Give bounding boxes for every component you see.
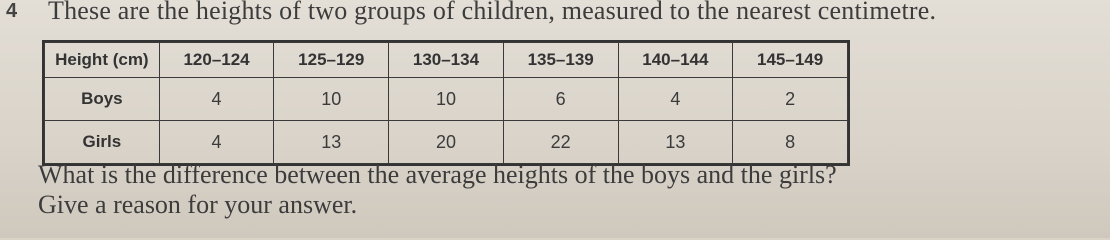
table-cell: 8 bbox=[733, 121, 848, 164]
row-label: Boys bbox=[45, 78, 160, 121]
table-cell: 2 bbox=[733, 78, 848, 121]
column-header: 140–144 bbox=[618, 43, 733, 78]
table-cell: 20 bbox=[389, 121, 504, 164]
row-label: Girls bbox=[45, 121, 160, 164]
table-cell: 4 bbox=[159, 121, 274, 164]
question-number: 4 bbox=[6, 0, 18, 22]
heights-table bbox=[44, 42, 848, 164]
table-header-row bbox=[45, 43, 848, 78]
table-row-girls bbox=[45, 121, 848, 164]
table-cell: 6 bbox=[503, 78, 618, 121]
heights-table-frame bbox=[42, 40, 850, 166]
column-header: 125–129 bbox=[274, 43, 389, 78]
table-cell: 4 bbox=[618, 78, 733, 121]
header-label: Height (cm) bbox=[45, 43, 160, 78]
table-row-boys bbox=[45, 78, 848, 121]
table-cell: 13 bbox=[618, 121, 733, 164]
column-header: 145–149 bbox=[733, 43, 848, 78]
table-cell: 10 bbox=[389, 78, 504, 121]
column-header: 130–134 bbox=[389, 43, 504, 78]
table-cell: 10 bbox=[274, 78, 389, 121]
table-cell: 4 bbox=[159, 78, 274, 121]
column-header: 135–139 bbox=[503, 43, 618, 78]
table-cell: 22 bbox=[503, 121, 618, 164]
question-prompt-line1: What is the difference between the average heights of the boys and the girls? bbox=[38, 160, 837, 189]
question-intro: These are the heights of two groups of children, measured to the nearest centimetre. bbox=[48, 0, 937, 25]
column-header: 120–124 bbox=[159, 43, 274, 78]
question-prompt-line2: Give a reason for your answer. bbox=[38, 190, 358, 219]
table-cell: 13 bbox=[274, 121, 389, 164]
